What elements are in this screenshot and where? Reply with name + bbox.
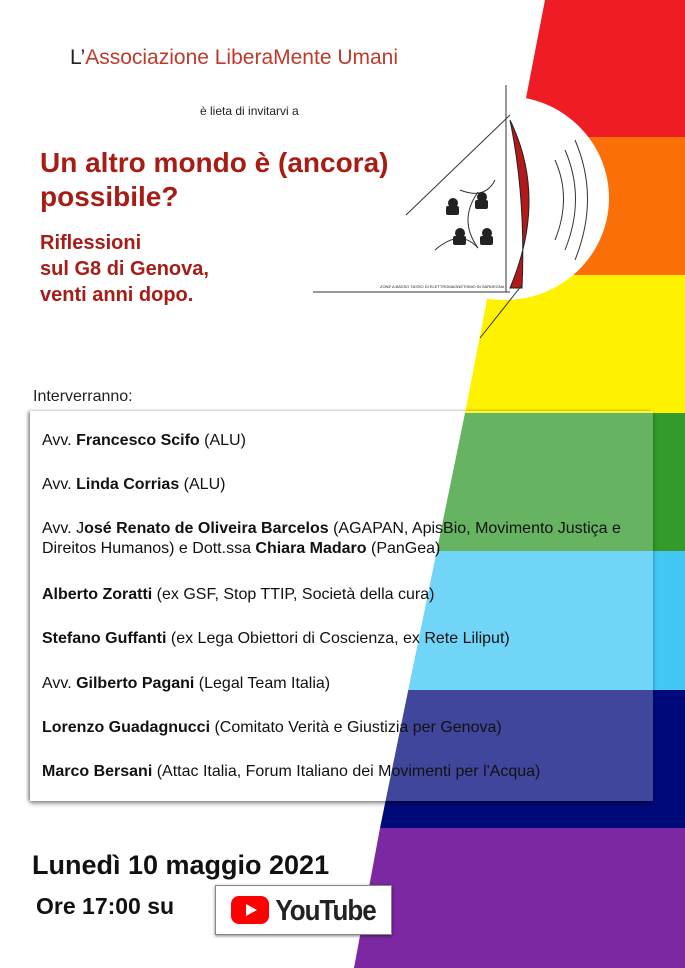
youtube-wordmark: YouTube [275,892,376,926]
subtitle-line-3: venti anni dopo. [40,284,194,306]
speaker-item: Alberto Zoratti (ex GSF, Stop TTIP, Società della cura) [42,586,435,603]
speaker-item: Avv. Francesco Scifo (ALU) [42,432,246,449]
organization-name: L’Associazione LiberaMente Umani [70,46,399,69]
logo-caption: ZONE A BASSO TASSO DI ELETTROMAGNETISMO IN SARDEGNA [380,284,505,289]
event-subtitle [40,230,300,308]
speaker-item: Avv. José Renato de Oliveira Barcelos (AGAPAN, ApisBio, Movimento Justiça e Direitos Humanos) e Dott.ssa Chiara Madaro (PanGea) [42,520,621,557]
speaker-item: Avv. Gilberto Pagani (Legal Team Italia) [42,675,331,692]
event-date: Lunedì 10 maggio 2021 [32,850,330,880]
event-time: Ore 17:00 su [36,893,175,919]
invite-text: è lieta di invitarvi a [200,104,299,118]
logo-graphic [310,80,620,345]
speaker-item: Avv. Linda Corrias (ALU) [42,476,226,493]
speaker-item: Lorenzo Guadagnucci (Comitato Verità e Giustizia per Genova) [42,719,502,736]
subtitle-line-2: sul G8 di Genova, [40,258,209,280]
title-line-2: possibile? [40,181,179,212]
speakers-box [30,411,653,801]
youtube-play-icon [231,896,269,924]
youtube-link-button[interactable] [215,885,392,935]
speaker-item: Marco Bersani (Attac Italia, Forum Italiano dei Movimenti per l'Acqua) [42,763,541,780]
speaker-item: Stefano Guffanti (ex Lega Obiettori di Coscienza, ex Rete Liliput) [42,630,510,647]
subtitle-line-1: Riflessioni [40,232,142,254]
speakers-label: Interverranno: [33,388,133,405]
title-line-1: Un altro mondo è (ancora) [40,147,389,178]
